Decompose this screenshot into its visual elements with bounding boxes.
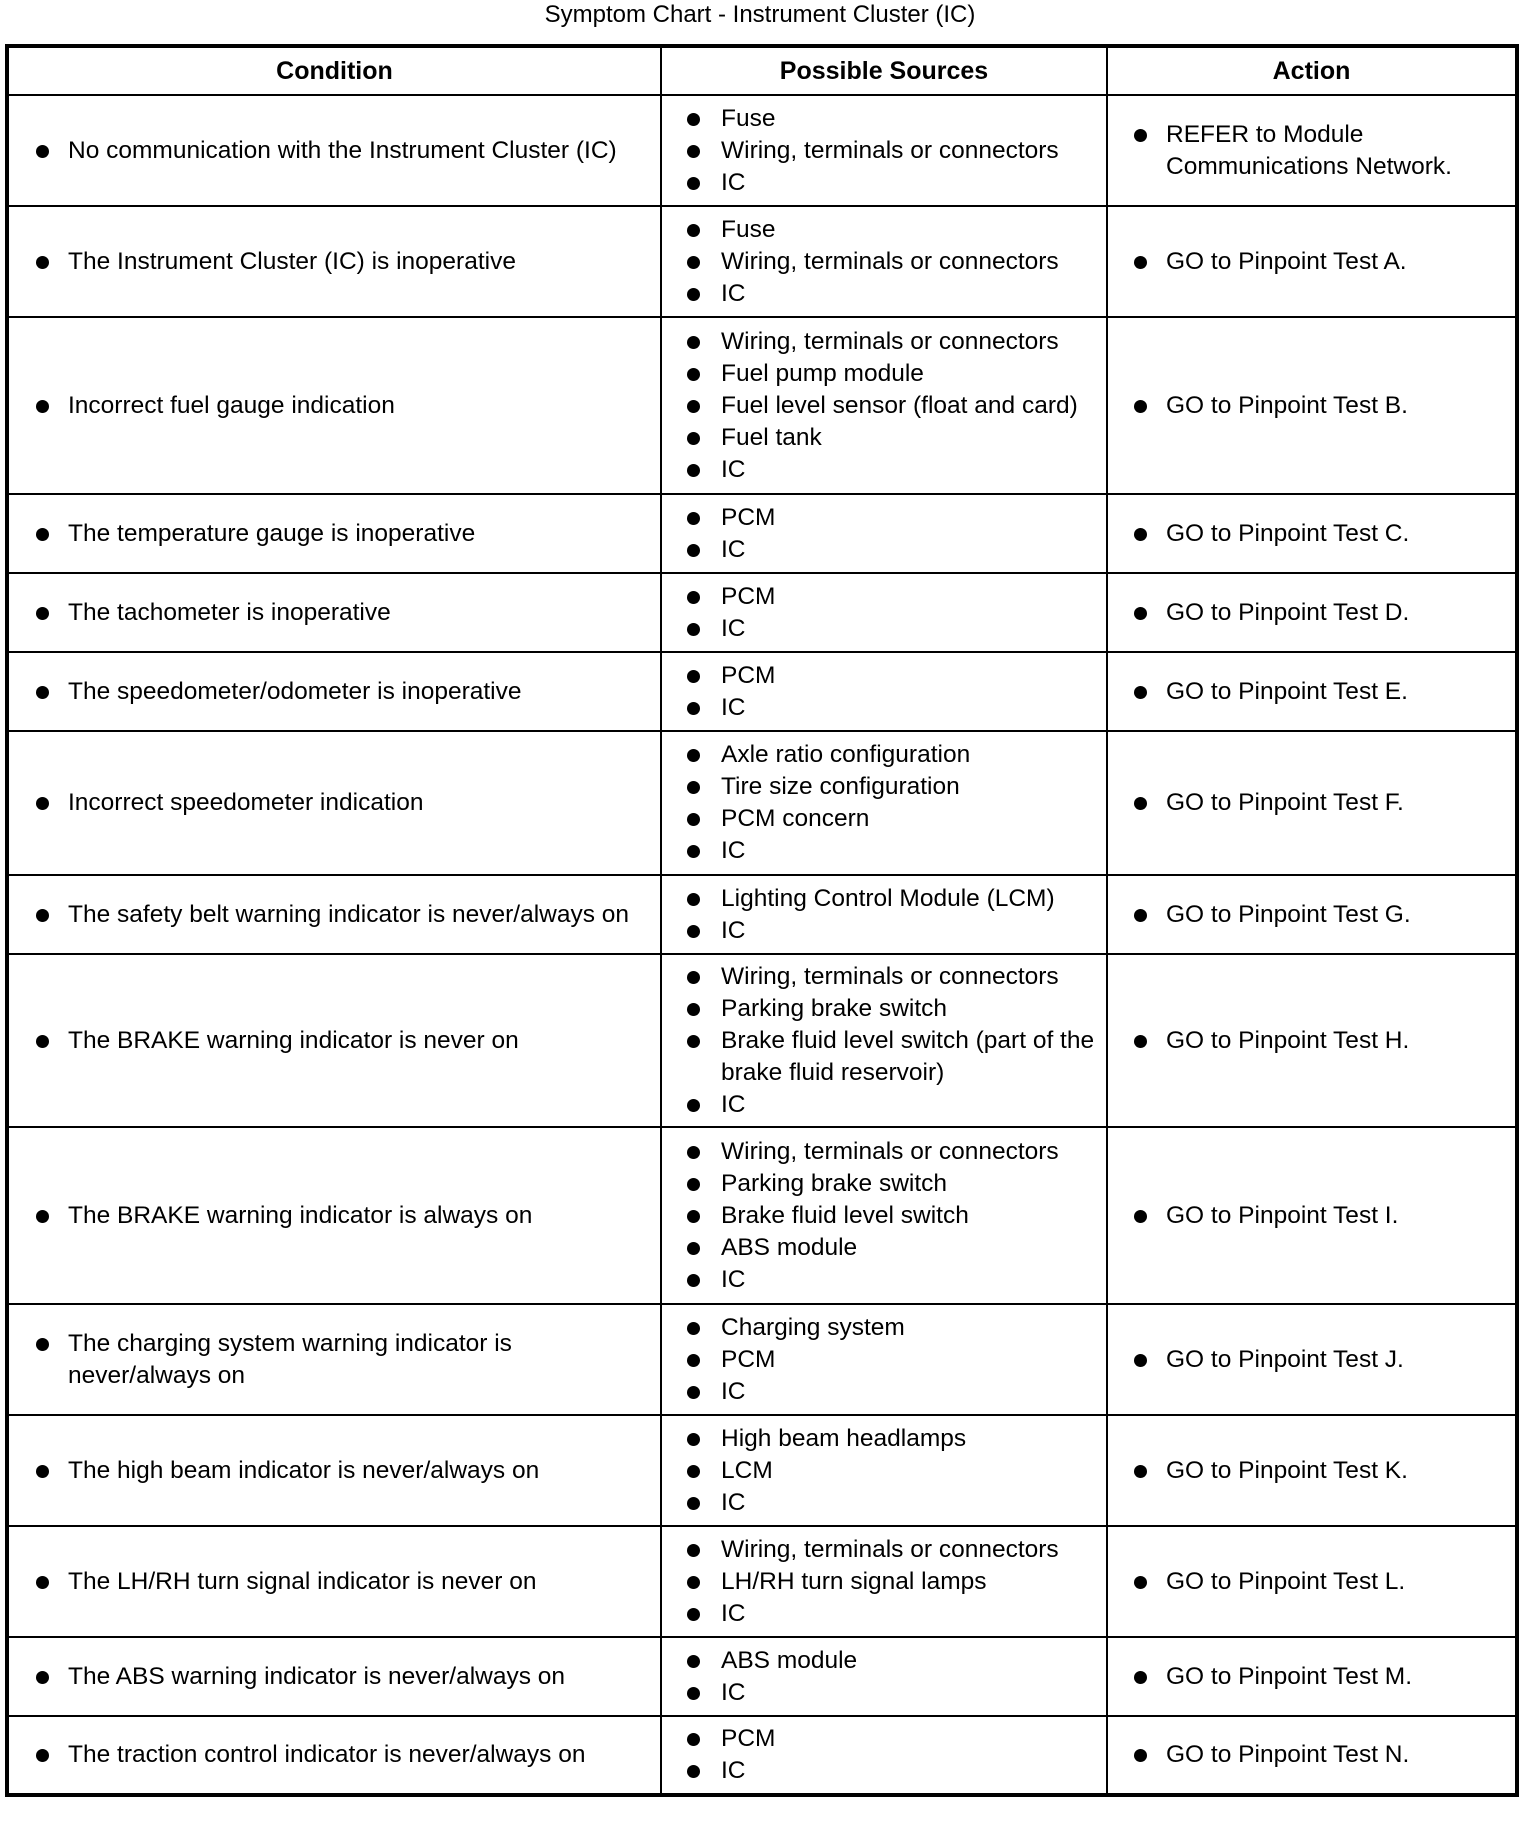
action-list [1108, 390, 1515, 422]
action-text: GO to Pinpoint Test N. [1108, 1739, 1515, 1771]
action-cell [1107, 317, 1517, 494]
possible-source-item: PCM [662, 502, 1106, 534]
condition-text: The speedometer/odometer is inoperative [9, 676, 660, 708]
action-text: GO to Pinpoint Test C. [1108, 518, 1515, 550]
header-action: Action [1107, 46, 1517, 95]
action-text: GO to Pinpoint Test A. [1108, 246, 1515, 278]
condition-text: The ABS warning indicator is never/always on [9, 1661, 660, 1693]
action-cell [1107, 1716, 1517, 1795]
action-cell [1107, 95, 1517, 206]
table-header [7, 46, 1517, 95]
possible-source-item: IC [662, 534, 1106, 566]
condition-cell [7, 731, 661, 875]
action-list [1108, 787, 1515, 819]
possible-sources-cell [661, 573, 1107, 652]
possible-sources-list [662, 502, 1106, 566]
possible-source-item: IC [662, 915, 1106, 947]
possible-source-item: IC [662, 613, 1106, 645]
action-text: GO to Pinpoint Test L. [1108, 1566, 1515, 1598]
possible-source-item: Tire size configuration [662, 771, 1106, 803]
possible-sources-list [662, 1423, 1106, 1519]
condition-text: The BRAKE warning indicator is never on [9, 1025, 660, 1057]
action-cell [1107, 1127, 1517, 1304]
possible-sources-cell [661, 731, 1107, 875]
possible-source-item: IC [662, 1089, 1106, 1121]
condition-list [9, 246, 660, 278]
possible-source-item: Wiring, terminals or connectors [662, 326, 1106, 358]
possible-sources-cell [661, 1526, 1107, 1637]
possible-sources-list [662, 214, 1106, 310]
condition-list [9, 1328, 660, 1392]
condition-cell [7, 875, 661, 954]
possible-sources-cell [661, 95, 1107, 206]
table-row [7, 731, 1517, 875]
possible-source-item: Parking brake switch [662, 1168, 1106, 1200]
possible-source-item: PCM concern [662, 803, 1106, 835]
condition-list [9, 597, 660, 629]
table-row [7, 954, 1517, 1127]
possible-source-item: ABS module [662, 1232, 1106, 1264]
condition-cell [7, 1127, 661, 1304]
condition-cell [7, 1526, 661, 1637]
action-cell [1107, 1415, 1517, 1526]
table-row [7, 1526, 1517, 1637]
condition-list [9, 1566, 660, 1598]
possible-sources-cell [661, 1716, 1107, 1795]
action-cell [1107, 875, 1517, 954]
condition-cell [7, 95, 661, 206]
possible-sources-cell [661, 494, 1107, 573]
condition-list [9, 1739, 660, 1771]
action-cell [1107, 1526, 1517, 1637]
condition-list [9, 518, 660, 550]
table-row [7, 1716, 1517, 1795]
possible-source-item: Charging system [662, 1312, 1106, 1344]
possible-sources-list [662, 1534, 1106, 1630]
table-row [7, 494, 1517, 573]
possible-source-item: Wiring, terminals or connectors [662, 135, 1106, 167]
condition-cell [7, 1637, 661, 1716]
condition-text: The charging system warning indicator is never/always on [9, 1328, 660, 1392]
condition-list [9, 1200, 660, 1232]
possible-source-item: LH/RH turn signal lamps [662, 1566, 1106, 1598]
condition-cell [7, 652, 661, 731]
action-text: GO to Pinpoint Test E. [1108, 676, 1515, 708]
possible-sources-list [662, 103, 1106, 199]
table-row [7, 95, 1517, 206]
condition-text: The tachometer is inoperative [9, 597, 660, 629]
possible-source-item: Lighting Control Module (LCM) [662, 883, 1106, 915]
action-list [1108, 1739, 1515, 1771]
possible-sources-list [662, 1312, 1106, 1408]
possible-source-item: IC [662, 1677, 1106, 1709]
table-row [7, 317, 1517, 494]
action-list [1108, 597, 1515, 629]
condition-text: The safety belt warning indicator is never/always on [9, 899, 660, 931]
possible-source-item: IC [662, 454, 1106, 486]
condition-text: No communication with the Instrument Cluster (IC) [9, 135, 660, 167]
table-row [7, 875, 1517, 954]
condition-cell [7, 206, 661, 317]
action-cell [1107, 731, 1517, 875]
possible-sources-list [662, 1136, 1106, 1296]
table-row [7, 1637, 1517, 1716]
possible-source-item: Fuse [662, 214, 1106, 246]
possible-sources-cell [661, 1304, 1107, 1415]
table-row [7, 206, 1517, 317]
header-condition: Condition [7, 46, 661, 95]
possible-sources-list [662, 660, 1106, 724]
table-row [7, 1127, 1517, 1304]
header-possible-sources: Possible Sources [661, 46, 1107, 95]
condition-cell [7, 954, 661, 1127]
possible-source-item: IC [662, 167, 1106, 199]
possible-sources-cell [661, 652, 1107, 731]
possible-sources-cell [661, 1415, 1107, 1526]
action-list [1108, 1661, 1515, 1693]
action-list [1108, 518, 1515, 550]
condition-list [9, 787, 660, 819]
action-list [1108, 1455, 1515, 1487]
possible-source-item: Fuse [662, 103, 1106, 135]
condition-list [9, 1025, 660, 1057]
condition-cell [7, 1716, 661, 1795]
table-row [7, 1415, 1517, 1526]
condition-list [9, 390, 660, 422]
symptom-table [5, 44, 1519, 1797]
possible-source-item: IC [662, 1598, 1106, 1630]
possible-source-item: Fuel tank [662, 422, 1106, 454]
condition-list [9, 135, 660, 167]
possible-source-item: IC [662, 1264, 1106, 1296]
table-row [7, 573, 1517, 652]
possible-source-item: IC [662, 835, 1106, 867]
possible-sources-list [662, 883, 1106, 947]
action-text: GO to Pinpoint Test H. [1108, 1025, 1515, 1057]
condition-text: Incorrect speedometer indication [9, 787, 660, 819]
possible-source-item: PCM [662, 1723, 1106, 1755]
possible-sources-cell [661, 206, 1107, 317]
condition-list [9, 1661, 660, 1693]
possible-source-item: IC [662, 1487, 1106, 1519]
possible-source-item: ABS module [662, 1645, 1106, 1677]
action-list [1108, 1566, 1515, 1598]
possible-source-item: IC [662, 1755, 1106, 1787]
action-text: GO to Pinpoint Test K. [1108, 1455, 1515, 1487]
condition-list [9, 676, 660, 708]
possible-sources-list [662, 581, 1106, 645]
possible-source-item: Parking brake switch [662, 993, 1106, 1025]
condition-cell [7, 494, 661, 573]
action-cell [1107, 573, 1517, 652]
table-body [7, 95, 1517, 1795]
table-row [7, 1304, 1517, 1415]
condition-text: The traction control indicator is never/always on [9, 1739, 660, 1771]
action-text: GO to Pinpoint Test B. [1108, 390, 1515, 422]
possible-source-item: Wiring, terminals or connectors [662, 961, 1106, 993]
possible-source-item: Axle ratio configuration [662, 739, 1106, 771]
possible-source-item: IC [662, 1376, 1106, 1408]
possible-sources-list [662, 739, 1106, 867]
table-row [7, 652, 1517, 731]
possible-source-item: PCM [662, 1344, 1106, 1376]
possible-source-item: Wiring, terminals or connectors [662, 1136, 1106, 1168]
possible-source-item: Brake fluid level switch [662, 1200, 1106, 1232]
condition-cell [7, 1304, 661, 1415]
possible-source-item: PCM [662, 581, 1106, 613]
possible-sources-list [662, 961, 1106, 1121]
condition-list [9, 1455, 660, 1487]
header-row [7, 46, 1517, 95]
condition-text: The high beam indicator is never/always on [9, 1455, 660, 1487]
possible-sources-cell [661, 1637, 1107, 1716]
possible-sources-cell [661, 875, 1107, 954]
action-list [1108, 676, 1515, 708]
possible-sources-cell [661, 1127, 1107, 1304]
possible-source-item: Wiring, terminals or connectors [662, 1534, 1106, 1566]
action-text: GO to Pinpoint Test G. [1108, 899, 1515, 931]
possible-sources-list [662, 326, 1106, 486]
action-text: GO to Pinpoint Test M. [1108, 1661, 1515, 1693]
action-list [1108, 1200, 1515, 1232]
condition-text: The BRAKE warning indicator is always on [9, 1200, 660, 1232]
possible-source-item: Brake fluid level switch (part of the brake fluid reservoir) [662, 1025, 1106, 1089]
possible-sources-cell [661, 954, 1107, 1127]
possible-source-item: PCM [662, 660, 1106, 692]
action-cell [1107, 206, 1517, 317]
condition-text: The LH/RH turn signal indicator is never on [9, 1566, 660, 1598]
action-list [1108, 1025, 1515, 1057]
condition-list [9, 899, 660, 931]
action-cell [1107, 1637, 1517, 1716]
action-list [1108, 899, 1515, 931]
action-text: GO to Pinpoint Test J. [1108, 1344, 1515, 1376]
action-text: GO to Pinpoint Test D. [1108, 597, 1515, 629]
possible-sources-cell [661, 317, 1107, 494]
action-cell [1107, 652, 1517, 731]
condition-cell [7, 573, 661, 652]
action-cell [1107, 954, 1517, 1127]
possible-source-item: IC [662, 692, 1106, 724]
action-list [1108, 1344, 1515, 1376]
action-list [1108, 119, 1515, 183]
possible-source-item: Wiring, terminals or connectors [662, 246, 1106, 278]
condition-cell [7, 1415, 661, 1526]
possible-source-item: Fuel level sensor (float and card) [662, 390, 1106, 422]
action-text: REFER to Module Communications Network. [1108, 119, 1515, 183]
condition-text: The temperature gauge is inoperative [9, 518, 660, 550]
possible-source-item: Fuel pump module [662, 358, 1106, 390]
possible-source-item: High beam headlamps [662, 1423, 1106, 1455]
action-list [1108, 246, 1515, 278]
possible-sources-list [662, 1645, 1106, 1709]
action-cell [1107, 494, 1517, 573]
action-text: GO to Pinpoint Test I. [1108, 1200, 1515, 1232]
condition-text: The Instrument Cluster (IC) is inoperative [9, 246, 660, 278]
condition-text: Incorrect fuel gauge indication [9, 390, 660, 422]
page-title: Symptom Chart - Instrument Cluster (IC) [544, 1, 976, 28]
possible-sources-list [662, 1723, 1106, 1787]
possible-source-item: IC [662, 278, 1106, 310]
possible-source-item: LCM [662, 1455, 1106, 1487]
condition-cell [7, 317, 661, 494]
action-text: GO to Pinpoint Test F. [1108, 787, 1515, 819]
action-cell [1107, 1304, 1517, 1415]
